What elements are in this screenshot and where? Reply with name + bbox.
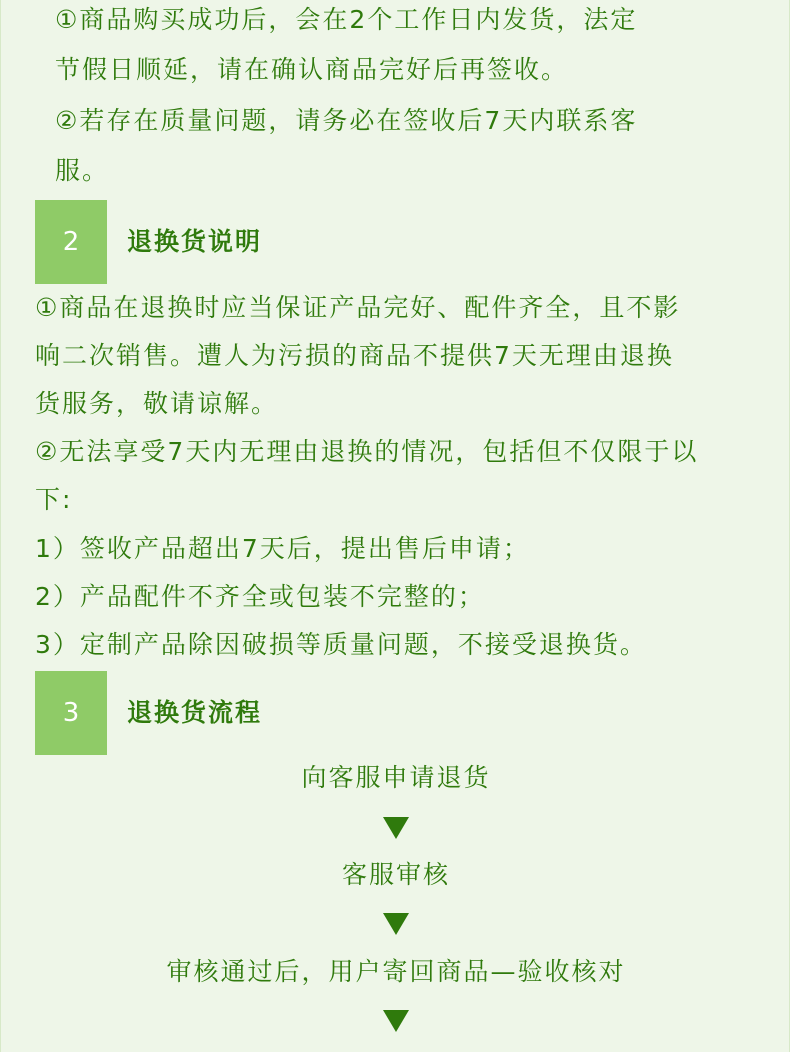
section-3-title: 退换货流程 [127,698,263,727]
section-2-badge: 2 [35,200,107,284]
section-2-line-1: ①商品在退换时应当保证产品完好、配件齐全，且不影 [35,293,681,322]
section-2-line-2: 响二次销售。遭人为污损的商品不提供7天无理由退换 [35,341,674,370]
section-2-line-6: 1）签收产品超出7天后，提出售后申请； [35,534,530,563]
flow-step-1: 向客服申请退货 [301,763,491,792]
arrow-down-icon [383,817,409,839]
section-2-title: 退换货说明 [127,227,263,256]
flow-step-2: 客服审核 [341,860,450,889]
intro-line-2: 节假日顺延，请在确认商品完好后再签收。 [55,55,569,84]
section-3-badge: 3 [35,671,107,755]
section-2-line-7: 2）产品配件不齐全或包装不完整的； [35,582,485,611]
intro-line-4: 服。 [55,156,110,185]
section-2-line-8: 3）定制产品除因破损等质量问题，不接受退换货。 [35,630,647,659]
intro-line-1: ①商品购买成功后，会在2个工作日内发货，法定 [55,5,638,34]
intro-line-3: ②若存在质量问题，请务必在签收后7天内联系客 [55,106,638,135]
section-2-line-3: 货服务，敬请谅解。 [35,389,279,418]
section-2-line-5: 下: [35,485,73,514]
flow-step-3: 审核通过后，用户寄回商品—验收核对 [166,957,626,986]
section-2-line-4: ②无法享受7天内无理由退换的情况，包括但不仅限于以 [35,437,699,466]
arrow-down-icon [383,913,409,935]
arrow-down-icon [383,1010,409,1032]
